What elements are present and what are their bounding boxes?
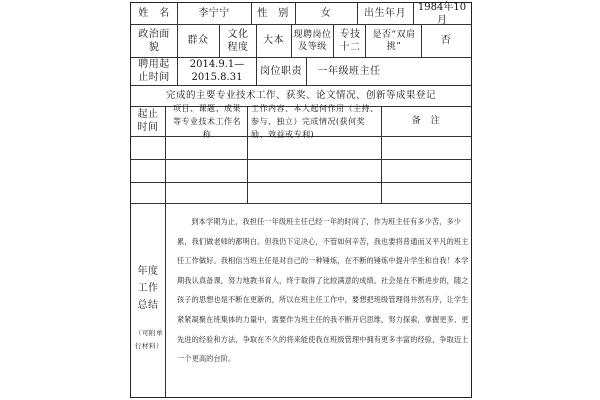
table-row: [131, 182, 471, 203]
work-content-column-header: 工作内容、本人起何作用（主持、参与、独立）完成情况(获何奖励、效益或专利): [251, 103, 379, 139]
attachment-note: （可附单行材料）: [135, 329, 163, 350]
col-divider: [219, 24, 220, 57]
gender-label: 性 别: [257, 8, 289, 19]
achievements-section-title: 完成的主要专业技术工作、获奖、论文情况、创新等成果登记: [165, 90, 436, 101]
political-value: 群众: [187, 35, 209, 46]
summary-paragraph: 到本学期为止，我担任一年级班主任已经一年的时间了，作为班主任有多少苦，多少累，我们做老师的都明白。但我仍下定决心，不管如何辛苦，我也要将普通而又平凡的班主任工作做好。我相信当班主任是对自己的一种锤炼，在不断的锤炼中提升学生和自我！本学期我认真备课，努力地教书育人，终于取得了比较满意的成绩。社会是在不断进步的，随之孩子的思想也是不断在更新的，所以在班主任工作中，要想把班级管理得井然有序，让学生紧紧凝聚在班集体的力量中，需要作为班主任的我不断开启思维，努力探索，掌握更多、更先进的经验和方法，争取在不久的将来能使我在班级管理中拥有更多丰富的经验，争取迈上一个更高的台阶。: [177, 217, 469, 364]
col-divider: [306, 57, 307, 85]
position-rank-label: 现聘岗位及等级: [293, 29, 332, 52]
table-row: [131, 159, 471, 182]
annual-assessment-form: [130, 2, 472, 398]
table-row: [131, 136, 471, 159]
col-divider: [333, 24, 334, 57]
education-label: 文化程度: [227, 28, 249, 53]
employment-period-value: 2014.9.1—2015.8.31: [189, 59, 245, 83]
remarks-column-header: 备 注: [411, 116, 441, 126]
row-divider: [131, 203, 471, 204]
duty-label: 岗位职责: [260, 65, 302, 77]
duty-value: 一年级班主任: [317, 65, 381, 77]
political-label: 政治面貌: [138, 28, 170, 53]
birth-value: 1984年10月: [417, 1, 467, 26]
annual-summary-text: [177, 212, 469, 369]
education-value: 大本: [263, 35, 284, 46]
name-value: 李宁宁: [198, 8, 230, 19]
name-label: 姓 名: [138, 8, 170, 19]
dual-role-label: 是否“双肩挑”: [372, 29, 416, 52]
col-divider: [177, 57, 178, 85]
col-divider: [165, 203, 166, 397]
gender-value: 女: [320, 8, 332, 19]
dual-role-value: 否: [440, 35, 452, 46]
annual-summary-label: 年度工作总结: [137, 265, 159, 311]
period-column-header: 起止时间: [137, 109, 159, 133]
employment-period-label: 聘用起止时间: [138, 59, 170, 83]
position-rank-value: 专技十二: [339, 28, 361, 53]
birth-label: 出生年月: [364, 8, 406, 19]
project-name-column-header: 项目、课题、成果等专业技术工作名称: [173, 103, 241, 139]
col-divider: [365, 24, 366, 57]
